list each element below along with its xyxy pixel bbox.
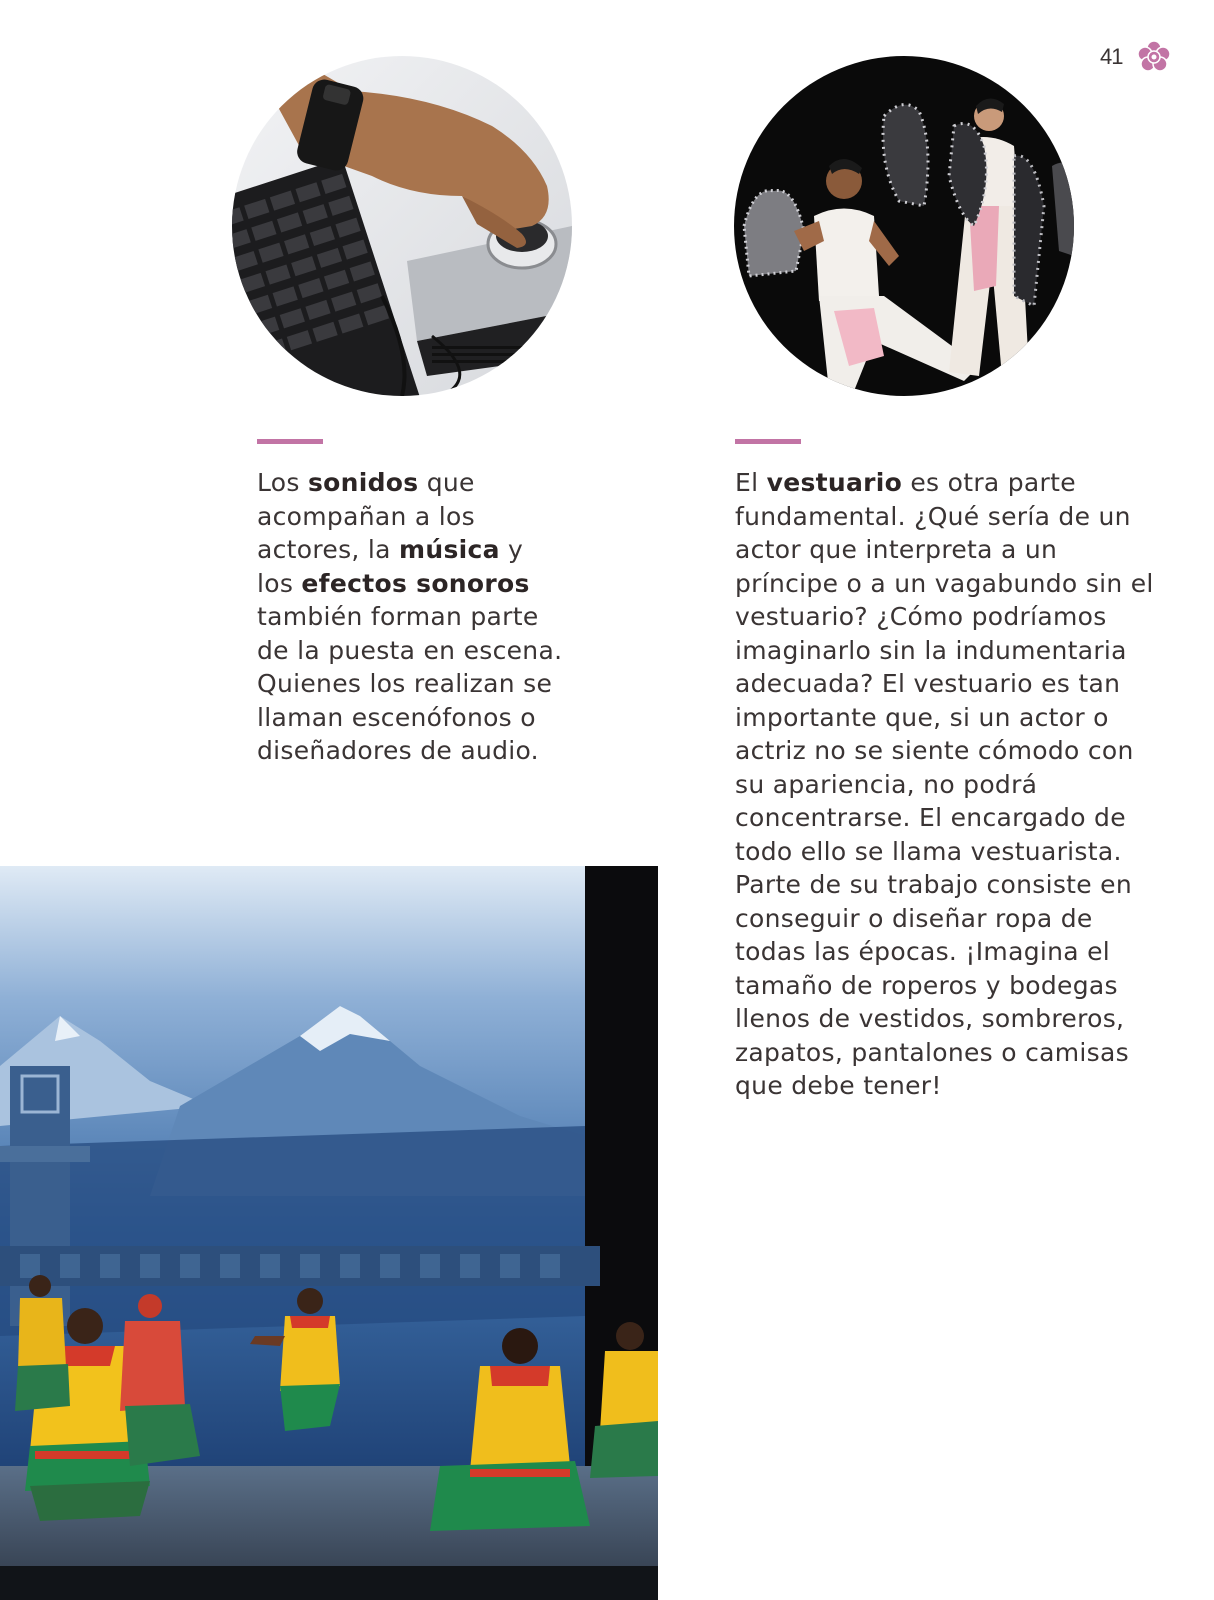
stage-dance-photo (0, 866, 658, 1600)
audio-mixer-photo (232, 56, 572, 396)
term-musica: música (399, 535, 500, 564)
accent-rule-right (735, 439, 801, 444)
page-number: 41 (1100, 44, 1123, 69)
term-vestuario: vestuario (766, 468, 903, 497)
costume-actors-photo (734, 56, 1074, 396)
costume-paragraph: El vestuario es otra parte fundamental. ¿Qué sería de un actor que interpreta a un príncipe o a un vagabundo sin el vestuario? ¿Cómo podríamos imaginarlo sin la indumentaria adecuada? El vestuario es tan importante que, si un actor o actriz no se siente cómodo con su apariencia, no podrá concentrarse. El encargado de todo ello se llama vestuarista. Parte de su trabajo consiste en conseguir o diseñar ropa de todas las épocas. ¡Imagina el tamaño de roperos y bodegas llenos de vestidos, sombreros, zapatos, pantalones o camisas que debe tener! (735, 468, 1154, 1100)
term-sonidos: sonidos (307, 468, 419, 497)
term-efectos-sonoros: efectos sonoros (301, 568, 530, 598)
flower-icon (1134, 38, 1174, 78)
sound-paragraph: Los sonidos que acompañan a los actores, la música y los efectos sonoros también forman parte de la puesta en escena. Quienes los realizan se llaman escenófonos o diseñadores de audio. (257, 468, 563, 765)
accent-rule-left (257, 439, 323, 444)
